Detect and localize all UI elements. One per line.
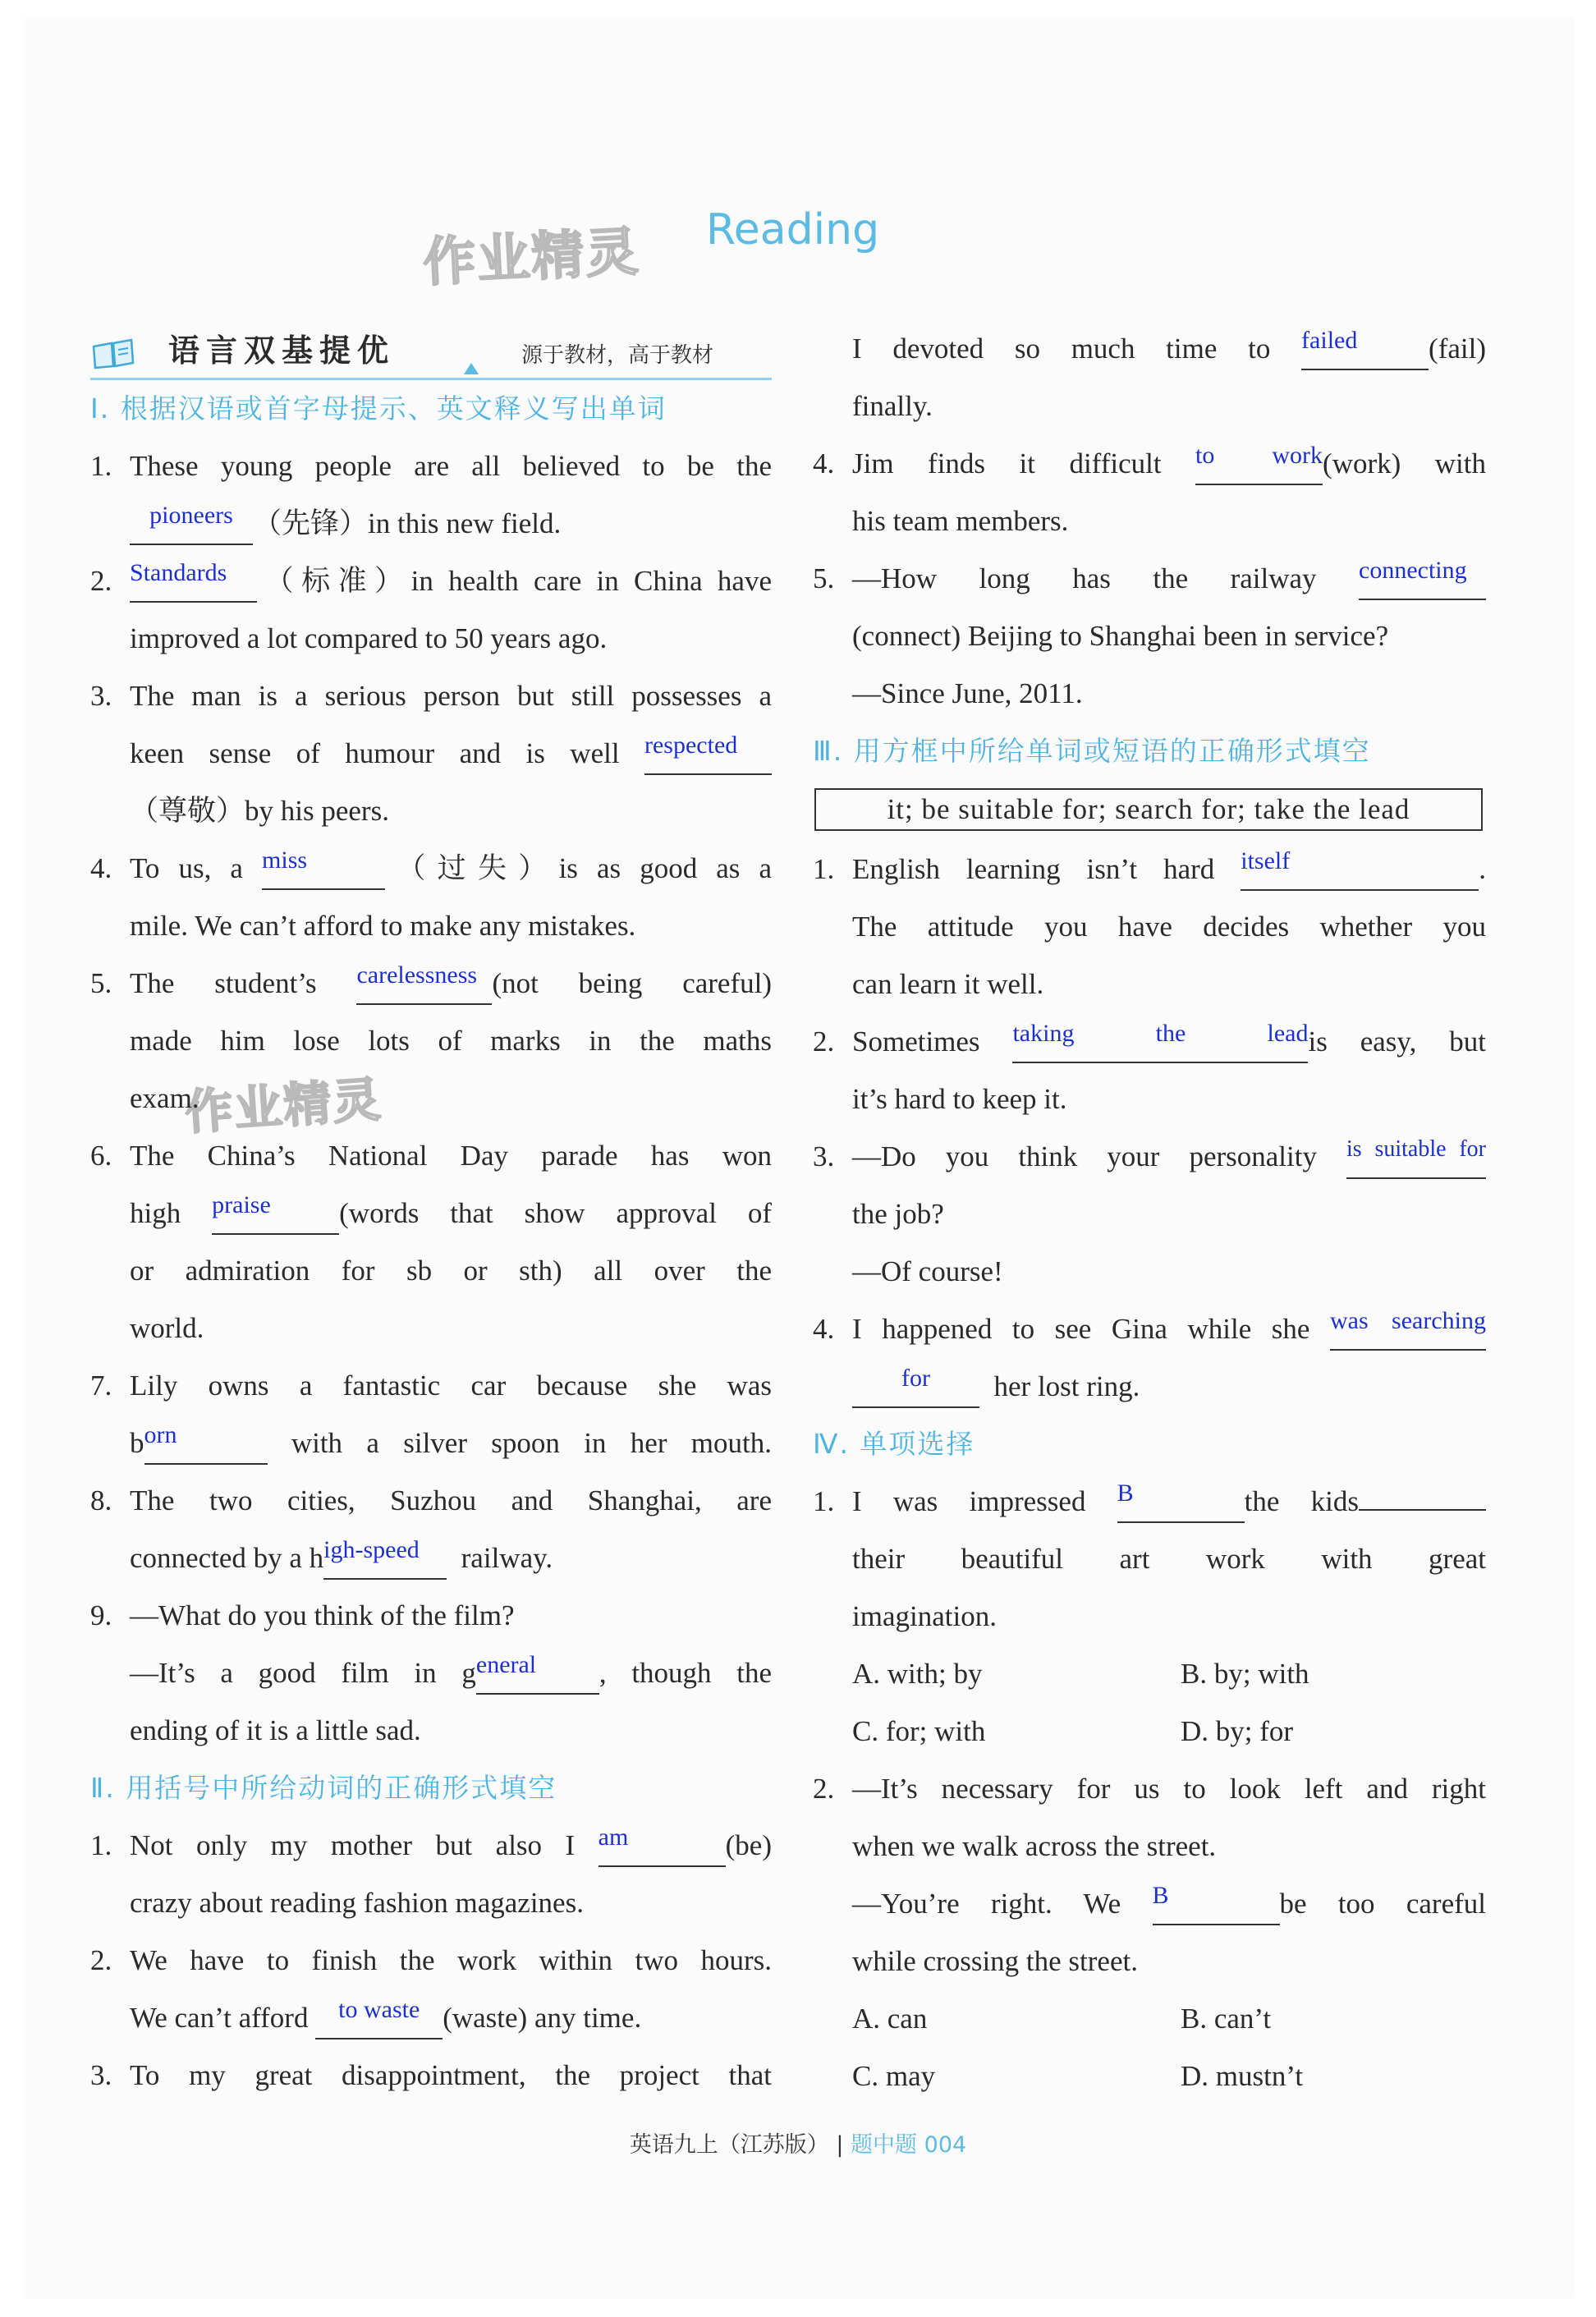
answer-text: Standards <box>130 559 227 586</box>
question-number: 1. <box>90 450 112 482</box>
question-text: —What do you think of the film? <box>130 1599 515 1631</box>
question-text: The student’s <box>130 967 317 999</box>
question-line <box>90 1587 772 1645</box>
page-footer <box>0 2127 1596 2159</box>
answer-text: praise <box>212 1191 271 1218</box>
answer-text: to waste <box>338 1996 420 2023</box>
question-text: it’s hard to keep it. <box>852 1083 1067 1115</box>
question-line <box>90 1702 772 1760</box>
option-b: B. by; with <box>1181 1658 1309 1690</box>
question-text: improved a lot compared to 50 years ago. <box>130 622 608 654</box>
question-text: We have to finish the work within two hours. <box>130 1944 772 1976</box>
question-text: while crossing the street. <box>852 1945 1138 1977</box>
question-number: 1. <box>813 1485 835 1517</box>
question-text: I was impressed <box>852 1485 1086 1517</box>
question-number: 7. <box>90 1370 112 1402</box>
question-number: 2. <box>90 565 112 597</box>
question-line <box>813 1530 1486 1588</box>
question-number: 4. <box>813 1313 835 1345</box>
question-text: (words that show approval of <box>339 1197 772 1229</box>
option-row <box>813 1645 1486 1703</box>
answer-blank <box>323 1536 447 1580</box>
question-text: —It’s a good film in <box>130 1657 437 1689</box>
question-line <box>90 495 772 553</box>
answer-blank <box>644 732 772 775</box>
question-line <box>813 1013 1486 1071</box>
question-line <box>813 550 1486 608</box>
question-text: The two cities, Suzhou and Shanghai, are <box>130 1484 772 1516</box>
answer-text: connecting <box>1359 557 1467 584</box>
answer-blank <box>1241 847 1479 891</box>
question-text: Sometimes <box>852 1025 980 1058</box>
option-d: D. mustn’t <box>1181 2060 1304 2092</box>
question-number: 3. <box>90 2059 112 2091</box>
section-1-heading: Ⅰ. 根据汉语或首字母提示、英文释义写出单词 <box>90 392 667 424</box>
question-line <box>813 1473 1486 1530</box>
section-4-heading: Ⅳ. 单项选择 <box>813 1428 975 1460</box>
answer-text: was searching <box>1330 1307 1487 1334</box>
question-line <box>813 665 1486 723</box>
question-number: 1. <box>813 853 835 885</box>
question-line <box>813 898 1486 956</box>
answer-blank <box>315 1996 443 2039</box>
answer-blank <box>212 1191 339 1235</box>
question-number: 2. <box>90 1944 112 1976</box>
section-banner <box>90 320 772 380</box>
question-text: The man is a serious person but still possesses a <box>130 680 772 712</box>
question-text: —Do you think your personality <box>852 1140 1317 1172</box>
question-text: —It’s necessary for us to look left and right <box>852 1773 1486 1805</box>
question-text: can learn it well. <box>852 968 1044 1000</box>
question-line <box>90 1530 772 1587</box>
answer-blank <box>130 502 253 545</box>
answer-blank <box>356 961 492 1005</box>
answer-text: eneral <box>475 1651 537 1678</box>
question-text: I happened to see Gina while she <box>852 1313 1310 1345</box>
answer-text: to work <box>1195 442 1323 469</box>
question-line <box>90 1472 772 1530</box>
question-line <box>90 1874 772 1932</box>
question-line <box>90 955 772 1012</box>
question-text: Not only my mother but also I <box>130 1829 576 1861</box>
question-line <box>90 1817 772 1874</box>
question-number: 4. <box>813 447 835 479</box>
question-number: 9. <box>90 1599 112 1631</box>
question-number: 3. <box>90 680 112 712</box>
section-3-heading: Ⅲ. 用方框中所给单词或短语的正确形式填空 <box>813 735 1371 767</box>
question-text: To us, a <box>130 852 243 884</box>
question-line <box>90 1989 772 2047</box>
option-b: B. can’t <box>1181 2003 1272 2035</box>
answer-blank <box>1346 1136 1487 1179</box>
answer-blank <box>130 559 257 603</box>
question-line <box>813 1760 1486 1818</box>
question-line <box>90 725 772 782</box>
question-line <box>90 1415 772 1472</box>
question-line <box>813 1128 1486 1186</box>
answer-text: igh-speed <box>323 1536 420 1563</box>
option-a: A. can <box>852 2003 928 2035</box>
banner-slogan: 源于教材，高于教材 <box>521 343 714 368</box>
question-text: （过失）is as good as a <box>385 852 772 884</box>
question-text: high <box>130 1197 181 1229</box>
question-number: 2. <box>813 1773 835 1805</box>
question-text: Lily owns a fantastic car because she was <box>130 1370 772 1402</box>
question-line <box>813 608 1486 665</box>
footer-divider: | <box>828 2132 851 2158</box>
question-number: 3. <box>813 1140 835 1172</box>
question-text: exam. <box>130 1082 200 1114</box>
question-text: （尊敬）by his peers. <box>130 795 389 827</box>
option-a: A. with; by <box>852 1658 983 1690</box>
question-text: The attitude you have decides whether you <box>852 911 1486 943</box>
answer-blank <box>144 1421 268 1465</box>
word-box: it; be suitable for; search for; take the lead <box>814 788 1483 831</box>
question-text: (not being careful) <box>492 967 772 999</box>
question-text: To my great disappointment, the project that <box>130 2059 772 2091</box>
banner-heading: 语言双基提优 <box>168 333 396 369</box>
answer-text: itself <box>1241 847 1291 874</box>
question-text: （先锋）in this new field. <box>253 507 562 539</box>
answer-blank <box>1359 557 1486 600</box>
answer-initial: h <box>309 1542 324 1574</box>
answer-text: B <box>1152 1882 1169 1909</box>
answer-text: carelessness <box>356 961 478 989</box>
question-line <box>90 668 772 725</box>
question-text: or admiration for sb or sth) all over the <box>130 1255 772 1287</box>
answer-text: B <box>1117 1480 1134 1507</box>
banner-triangle <box>464 363 479 374</box>
question-line <box>90 897 772 955</box>
question-text: （标准）in health care in China have <box>257 565 772 597</box>
question-text: , though the <box>598 1657 773 1689</box>
question-text: (fail) <box>1429 333 1486 365</box>
question-text: —Since June, 2011. <box>852 677 1083 709</box>
answer-text: taking the lead <box>1012 1020 1309 1047</box>
question-text: . <box>1479 853 1487 885</box>
question-line <box>813 1358 1486 1415</box>
question-number: 8. <box>90 1484 112 1516</box>
question-text: Jim finds it difficult <box>852 447 1162 479</box>
question-text: railway. <box>461 1542 553 1574</box>
question-text: her lost ring. <box>993 1370 1140 1402</box>
question-line <box>813 435 1486 493</box>
watermark-top: 作业精灵 <box>421 222 642 294</box>
question-text: —How long has the railway <box>852 562 1317 594</box>
option-row <box>813 1990 1486 2048</box>
question-text: ending of it is a little sad. <box>130 1714 421 1746</box>
question-text: the kids <box>1244 1485 1359 1517</box>
answer-text: failed <box>1301 327 1358 354</box>
answer-text: respected <box>644 732 738 759</box>
question-text: English learning isn’t hard <box>852 853 1215 885</box>
question-text: We can’t afford <box>130 2002 309 2034</box>
question-text: imagination. <box>852 1600 997 1632</box>
question-text: crazy about reading fashion magazines. <box>130 1887 584 1919</box>
answer-initial: g <box>461 1657 476 1689</box>
answer-blank <box>262 847 385 890</box>
answer-blank <box>475 1651 599 1695</box>
question-text: (connect) Beijing to Shanghai been in service? <box>852 620 1389 652</box>
question-line <box>90 610 772 668</box>
answer-initial: b <box>130 1427 144 1459</box>
question-text: their beautiful art work with great <box>852 1543 1486 1575</box>
answer-blank-empty <box>1359 1509 1486 1511</box>
question-text: keen sense of humour and is well <box>130 737 620 769</box>
question-text: connected by a <box>130 1542 302 1574</box>
question-text: (be) <box>725 1829 772 1861</box>
question-line <box>90 1242 772 1300</box>
question-line <box>813 493 1486 550</box>
question-line <box>813 1071 1486 1128</box>
answer-blank <box>852 1365 979 1408</box>
answer-text: for <box>901 1365 930 1392</box>
question-line <box>90 1300 772 1357</box>
footer-series: 题中题 <box>851 2132 918 2158</box>
question-text: be too careful <box>1279 1888 1486 1920</box>
answer-text: orn <box>144 1421 177 1448</box>
question-line <box>813 1301 1486 1358</box>
question-text: I devoted so much time to <box>852 333 1271 365</box>
option-row <box>813 2048 1486 2105</box>
question-number: 5. <box>813 562 835 594</box>
question-text: is easy, but <box>1308 1025 1486 1058</box>
option-d: D. by; for <box>1181 1715 1294 1747</box>
question-text: made him lose lots of marks in the maths <box>130 1025 772 1057</box>
answer-blank <box>1195 442 1323 485</box>
footer-page-number: 004 <box>924 2132 967 2158</box>
question-number: 6. <box>90 1140 112 1172</box>
question-line <box>90 438 772 495</box>
right-column <box>813 320 1486 2105</box>
question-line <box>90 1645 772 1702</box>
question-number: 4. <box>90 852 112 884</box>
question-number: 5. <box>90 967 112 999</box>
question-number: 1. <box>90 1829 112 1861</box>
answer-text: miss <box>262 847 308 874</box>
question-text: (work) with <box>1323 447 1486 479</box>
question-line <box>813 956 1486 1013</box>
question-text: mile. We can’t afford to make any mistakes. <box>130 910 636 942</box>
question-text: The China’s National Day parade has won <box>130 1140 772 1172</box>
book-icon <box>90 338 136 377</box>
question-text: —Of course! <box>852 1255 1003 1287</box>
question-text: his team members. <box>852 505 1069 537</box>
question-line <box>813 1875 1486 1933</box>
question-text: world. <box>130 1312 204 1344</box>
question-line <box>90 1070 772 1127</box>
question-number: 2. <box>813 1025 835 1058</box>
watermark-middle: 作业精灵 <box>183 1071 384 1141</box>
question-text: —You’re right. We <box>852 1888 1121 1920</box>
question-line <box>90 782 772 840</box>
question-line <box>813 320 1486 378</box>
question-text: with a silver spoon in her mouth. <box>291 1427 772 1459</box>
left-column <box>90 320 772 2104</box>
question-text: These young people are all believed to be the <box>130 450 772 482</box>
question-line <box>813 1818 1486 1875</box>
answer-blank <box>1301 327 1429 370</box>
question-line <box>90 1012 772 1070</box>
question-text: finally. <box>852 390 933 422</box>
answer-blank <box>1152 1882 1280 1925</box>
question-line <box>90 1932 772 1989</box>
question-line <box>90 2047 772 2104</box>
question-line <box>813 1933 1486 1990</box>
question-line <box>813 1186 1486 1243</box>
answer-blank <box>1330 1307 1487 1351</box>
question-line <box>813 841 1486 898</box>
question-line <box>90 840 772 897</box>
question-text: when we walk across the street. <box>852 1830 1217 1862</box>
answer-text: is suitable for <box>1346 1136 1487 1162</box>
option-c: C. may <box>852 2060 936 2092</box>
answer-blank <box>1117 1480 1245 1523</box>
question-line <box>90 1185 772 1242</box>
page-title: Reading <box>706 205 880 255</box>
question-line <box>813 378 1486 435</box>
answer-blank <box>1012 1020 1309 1063</box>
footer-book: 英语九上（江苏版） <box>629 2132 829 2158</box>
question-line <box>90 553 772 610</box>
question-line <box>90 1357 772 1415</box>
question-line <box>813 1588 1486 1645</box>
section-2-heading: Ⅱ. 用括号中所给动词的正确形式填空 <box>90 1772 557 1804</box>
answer-text: am <box>598 1824 629 1851</box>
answer-blank <box>598 1824 726 1867</box>
question-line <box>90 1127 772 1185</box>
option-c: C. for; with <box>852 1715 986 1747</box>
question-text: (waste) any time. <box>443 2002 642 2034</box>
question-line <box>813 1243 1486 1301</box>
option-row <box>813 1703 1486 1760</box>
question-text: the job? <box>852 1198 944 1230</box>
answer-text: pioneers <box>149 502 233 529</box>
